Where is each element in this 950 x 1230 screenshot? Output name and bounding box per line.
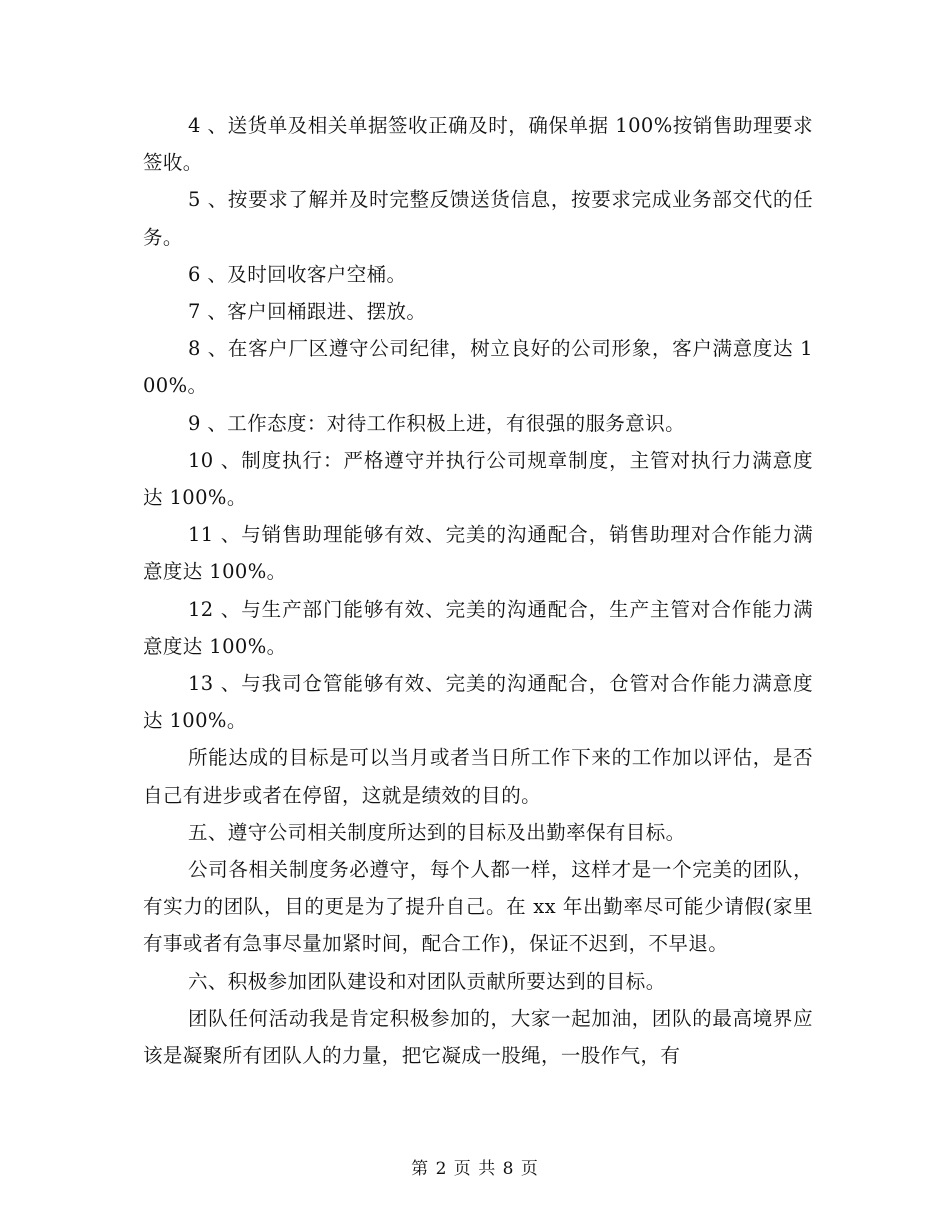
paragraph-item-12: 12 、与生产部门能够有效、完美的沟通配合，生产主管对合作能力满意度达 100%。	[143, 597, 813, 658]
paragraph-item-10: 10 、制度执行：严格遵守并执行公司规章制度，主管对执行力满意度达 100%。	[143, 448, 813, 510]
section-heading-six: 六、积极参加团队建设和对团队贡献所要达到的目标。	[188, 969, 666, 993]
paragraph-attendance: 公司各相关制度务必遵守，每个人都一样，这样才是一个完美的团队，有实力的团队，目的更是为了提升自己。在 xx 年出勤率尽可能少请假(家里有事或者有急事尽量加紧时间，配合工作)，保证不迟到，不早退。	[143, 858, 813, 956]
paragraph-item-11: 11 、与销售助理能够有效、完美的沟通配合，销售助理对合作能力满意度达 100%。	[143, 523, 813, 584]
document-body	[143, 107, 813, 1074]
paragraph-item-5: 5 、按要求了解并及时完整反馈送货信息，按要求完成业务部交代的任务。	[143, 188, 813, 249]
paragraph-summary: 所能达成的目标是可以当月或者当日所工作下来的工作加以评估，是否自己有进步或者在停留，这就是绩效的目的。	[143, 746, 813, 807]
section-heading-five: 五、遵守公司相关制度所达到的目标及出勤率保有目标。	[188, 820, 686, 844]
paragraph-item-9: 9 、工作态度：对待工作积极上进，有很强的服务意识。	[188, 411, 686, 435]
page-number-footer: 第 2 页 共 8 页	[411, 1159, 539, 1179]
paragraph-item-6: 6 、及时回收客户空桶。	[188, 262, 407, 286]
paragraph-team: 团队任何活动我是肯定积极参加的，大家一起加油，团队的最高境界应该是凝聚所有团队人的力量，把它凝成一股绳，一股作气，有	[143, 1006, 813, 1068]
paragraph-item-7: 7 、客户回桶跟进、摆放。	[188, 300, 427, 324]
paragraph-item-13: 13 、与我司仓管能够有效、完美的沟通配合，仓管对合作能力满意度达 100%。	[143, 672, 813, 733]
paragraph-item-8: 8 、在客户厂区遵守公司纪律，树立良好的公司形象，客户满意度达 100%。	[143, 337, 813, 398]
paragraph-item-4: 4 、送货单及相关单据签收正确及时，确保单据 100%按销售助理要求签收。	[143, 114, 813, 175]
